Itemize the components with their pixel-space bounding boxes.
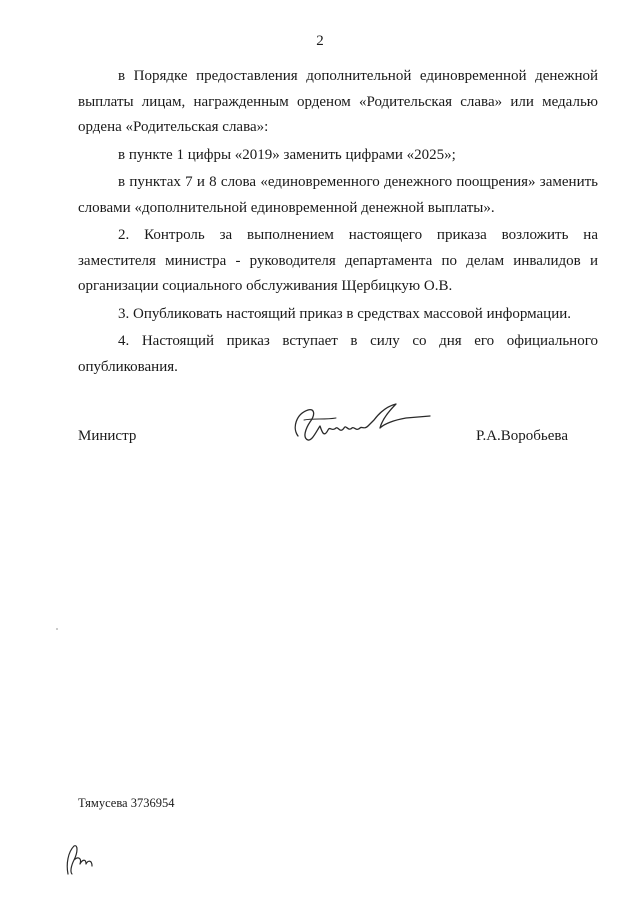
signatory-role: Министр <box>78 428 137 444</box>
paragraph-item-1: в пункте 1 цифры «2019» заменить цифрами «2025»; <box>118 146 456 163</box>
handwritten-signature <box>284 398 434 454</box>
paragraph-effective: 4. Настоящий приказ вступает в силу со дня его официального опубликования. <box>78 333 598 375</box>
document-body <box>78 64 598 380</box>
scan-artifact <box>56 628 58 630</box>
paragraph-amendment-intro: в Порядке предоставления дополнительной единовременной денежной выплаты лицам, награжденным орденом «Родительская слава» или медалью ордена «Родительская слава»: <box>78 68 598 135</box>
signatory-name: Р.А.Воробьева <box>476 428 568 444</box>
paragraph-items-7-8: в пунктах 7 и 8 слова «единовременного денежного поощрения» заменить словами «дополнительной единовременной денежной выплаты». <box>78 174 598 216</box>
handwritten-initials <box>58 838 100 880</box>
paragraph-control: 2. Контроль за выполнением настоящего приказа возложить на заместителя министра - руководителя департамента по делам инвалидов и организации социального обслуживания Щербицкую О.В. <box>78 227 598 294</box>
paragraph-publish: 3. Опубликовать настоящий приказ в средствах массовой информации. <box>118 305 572 322</box>
page-number: 2 <box>316 33 324 49</box>
executor-contact: Тямусева 3736954 <box>78 796 175 810</box>
